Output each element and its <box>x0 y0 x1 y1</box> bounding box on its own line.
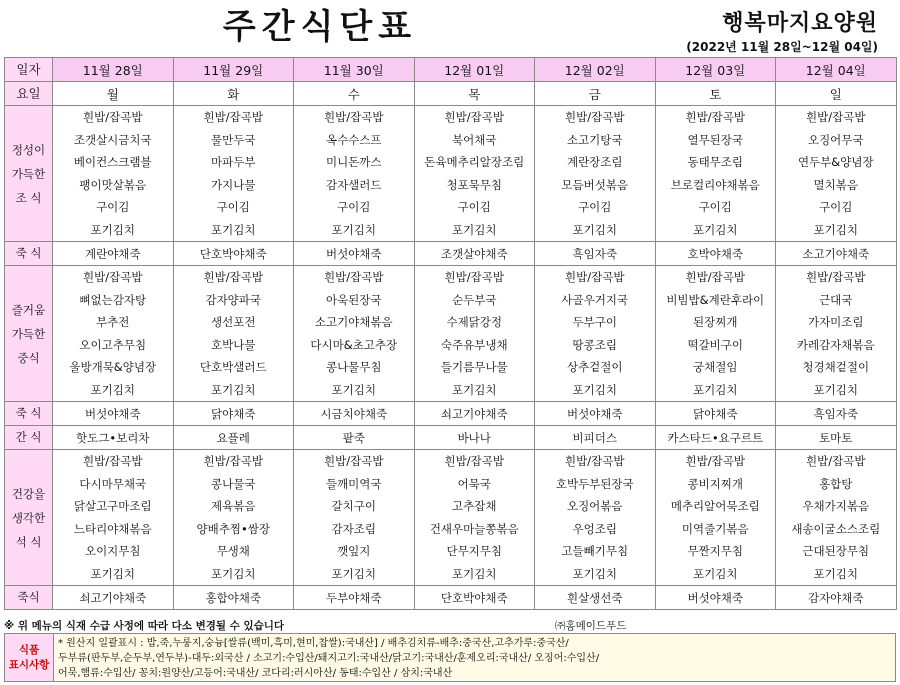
menu-item: 포기김치 <box>572 382 617 397</box>
menu-item: 계란장조림 <box>566 155 623 169</box>
food-label-title-line2: 표시사항 <box>8 658 50 671</box>
menu-item: 카레감자채볶음 <box>796 337 875 352</box>
meal-row <box>5 450 897 586</box>
menu-item: 오징어무국 <box>807 132 864 147</box>
menu-item: 건새우마늘쫑볶음 <box>429 521 519 536</box>
day-menu-cell <box>173 266 294 402</box>
menu-item: 버섯야채죽 <box>294 242 415 266</box>
menu-item: 단호박샐러드 <box>199 360 267 374</box>
menu-item: 시금치야채죽 <box>294 402 415 426</box>
menu-item: 다시마&초고추장 <box>310 337 398 352</box>
menu-item: 흰밥/잡곡밥 <box>83 110 143 124</box>
menu-item: 팥죽 <box>294 426 415 450</box>
menu-item: 미역줄기볶음 <box>681 521 749 536</box>
date-row <box>5 58 897 82</box>
menu-item: 흰밥/잡곡밥 <box>565 270 625 284</box>
food-label-title-line1: 식품 <box>18 643 40 656</box>
day-menu-cell <box>53 450 174 586</box>
menu-item: 버섯야채죽 <box>53 402 174 426</box>
porridge-snack-row <box>5 402 897 426</box>
menu-item: 깻잎지 <box>337 544 371 558</box>
menu-item: 흰밥/잡곡밥 <box>203 454 263 468</box>
menu-item: 상추겉절이 <box>566 360 623 374</box>
date-label: 일자 <box>5 58 53 82</box>
menu-item: 멸치볶음 <box>813 177 858 192</box>
menu-item: 흑임자죽 <box>535 242 656 266</box>
menu-item: 카스타드•요구르트 <box>655 426 776 450</box>
menu-item: 구이김 <box>578 200 612 214</box>
day-menu-cell <box>535 266 656 402</box>
menu-item: 포기김치 <box>90 222 135 237</box>
meal-label <box>5 106 53 242</box>
meal-label-line: 생각한 <box>11 510 46 525</box>
meal-label-line: 가득한 <box>11 166 46 181</box>
menu-item: 무생채 <box>216 544 250 558</box>
menu-item: 연두부&양념장 <box>797 155 874 169</box>
origin-line-2: 두부류(판두부,순두부,연두부)-대두:외국산 / 소고기:수입산/돼지고기:국내산/닭고기:국내산/훈제오리:국내산/ 오징어:수입산/ <box>58 653 600 664</box>
menu-item: 흑임자죽 <box>776 402 897 426</box>
day-menu-cell <box>53 106 174 242</box>
menu-item: 계란야채죽 <box>53 242 174 266</box>
day-cell: 토 <box>655 82 776 106</box>
menu-item: 흰밥/잡곡밥 <box>565 110 625 124</box>
menu-item: 모듬버섯볶음 <box>561 177 629 192</box>
meal-label-line: 가득한 <box>11 326 46 341</box>
day-menu-cell <box>414 106 535 242</box>
menu-item: 뼈없는감자탕 <box>79 292 147 307</box>
menu-item: 구이김 <box>337 200 371 214</box>
day-menu-cell <box>776 450 897 586</box>
menu-item: 포기김치 <box>331 566 376 581</box>
menu-item: 흰살생선죽 <box>535 586 656 610</box>
day-menu-cell <box>535 450 656 586</box>
meal-label-line: 석 식 <box>15 534 42 549</box>
day-menu-cell <box>414 266 535 402</box>
menu-item: 호박야채죽 <box>655 242 776 266</box>
menu-item: 단무지무침 <box>446 544 503 558</box>
menu-item: 부추전 <box>96 315 130 329</box>
menu-item: 새송이굴소스조림 <box>791 521 881 536</box>
menu-item: 흰밥/잡곡밥 <box>806 110 866 124</box>
menu-item: 팽이맛살볶음 <box>79 177 147 192</box>
menu-item: 포기김치 <box>693 222 738 237</box>
organization-name: 행복마지요양원 <box>722 11 878 36</box>
menu-item: 옥수수스프 <box>325 132 382 147</box>
menu-item: 구이김 <box>819 200 853 214</box>
menu-item: 두부야채죽 <box>294 586 415 610</box>
menu-item: 고들빼기무침 <box>561 544 629 558</box>
menu-item: 근대된장무침 <box>802 544 870 558</box>
food-label-box <box>4 633 896 682</box>
menu-item: 소고기탕국 <box>566 132 623 147</box>
menu-item: 땅콩조림 <box>572 337 617 352</box>
menu-item: 토마토 <box>776 426 897 450</box>
menu-item: 포기김치 <box>211 382 256 397</box>
menu-item: 흰밥/잡곡밥 <box>324 454 384 468</box>
menu-item: 어묵국 <box>457 476 491 491</box>
menu-item: 포기김치 <box>452 222 497 237</box>
menu-item: 오이고추무침 <box>79 337 147 352</box>
menu-item: 포기김치 <box>693 566 738 581</box>
menu-item: 근대국 <box>819 292 853 307</box>
meal-label: 죽식 <box>5 586 53 610</box>
menu-item: 흰밥/잡곡밥 <box>806 270 866 284</box>
menu-item: 핫도그•보리차 <box>53 426 174 450</box>
menu-item: 감자샐러드 <box>325 177 382 192</box>
menu-item: 궁채절임 <box>693 360 738 374</box>
menu-item: 오이지무침 <box>84 544 141 558</box>
meal-label-line: 정성이 <box>11 142 46 157</box>
day-menu-cell <box>655 266 776 402</box>
menu-item: 호박두부된장국 <box>555 476 634 491</box>
menu-item: 포기김치 <box>452 382 497 397</box>
day-cell: 목 <box>414 82 535 106</box>
menu-item: 소고기야채죽 <box>776 242 897 266</box>
menu-item: 닭살고구마조림 <box>73 499 152 513</box>
menu-item: 콩나물국 <box>211 476 256 491</box>
date-cell: 12월 03일 <box>655 58 776 82</box>
menu-item: 청경채겉절이 <box>802 360 870 374</box>
menu-item: 우엉조림 <box>572 521 617 536</box>
meal-label: 간 식 <box>5 426 53 450</box>
menu-item: 수제닭강정 <box>446 315 503 329</box>
menu-item: 흰밥/잡곡밥 <box>685 270 745 284</box>
date-cell: 12월 02일 <box>535 58 656 82</box>
menu-item: 흰밥/잡곡밥 <box>203 110 263 124</box>
meal-label-line: 건강을 <box>11 486 46 501</box>
meal-label <box>5 450 53 586</box>
menu-item: 비빔밥&계란후라이 <box>666 292 765 307</box>
change-notice: ※ 위 메뉴의 식재 수급 사정에 따라 다소 변경될 수 있습니다 <box>4 620 285 632</box>
meal-label-line: 조 식 <box>15 190 42 205</box>
menu-item: 숙주유부냉채 <box>440 337 508 352</box>
day-menu-cell <box>294 450 415 586</box>
day-menu-cell <box>535 106 656 242</box>
menu-item: 갈치구이 <box>331 499 376 513</box>
menu-item: 돈육메추리알장조림 <box>424 155 525 169</box>
meal-label: 죽 식 <box>5 402 53 426</box>
origin-line-3: 어묵,햄류:수입산/ 꽁치:원양산/고등어:국내산/ 코다리:러시아산/ 동태:수입산 / 삼치:국내산 <box>58 668 453 679</box>
menu-item: 북어채국 <box>452 132 497 147</box>
meal-row <box>5 106 897 242</box>
menu-item: 비피더스 <box>535 426 656 450</box>
menu-item: 포기김치 <box>813 382 858 397</box>
menu-item: 제육볶음 <box>211 499 256 513</box>
menu-item: 포기김치 <box>331 222 376 237</box>
day-cell: 수 <box>294 82 415 106</box>
menu-item: 구이김 <box>96 200 130 214</box>
menu-item: 가지나물 <box>211 177 256 192</box>
menu-item: 아욱된장국 <box>325 292 382 307</box>
menu-item: 된장찌개 <box>693 315 738 329</box>
menu-item: 고추잡채 <box>452 499 497 513</box>
menu-item: 떡갈비구이 <box>687 337 744 352</box>
origin-info <box>54 634 895 681</box>
menu-item: 감자양파국 <box>205 292 262 307</box>
menu-item: 쇠고기야채죽 <box>53 586 174 610</box>
day-menu-cell <box>173 106 294 242</box>
menu-item: 소고기야채볶음 <box>314 315 393 329</box>
menu-item: 흰밥/잡곡밥 <box>324 110 384 124</box>
day-menu-cell <box>173 450 294 586</box>
menu-item: 흰밥/잡곡밥 <box>685 454 745 468</box>
menu-item: 다시마무채국 <box>79 476 147 491</box>
menu-item: 들기름무나물 <box>440 360 508 374</box>
menu-item: 양배추찜•쌈장 <box>196 521 270 536</box>
day-menu-cell <box>414 450 535 586</box>
day-cell: 일 <box>776 82 897 106</box>
menu-item: 조갯살야채죽 <box>414 242 535 266</box>
porridge-snack-row <box>5 426 897 450</box>
menu-item: 열무된장국 <box>687 132 744 147</box>
menu-item: 무짠지무침 <box>687 544 744 558</box>
menu-item: 단호박야채죽 <box>414 586 535 610</box>
day-menu-cell <box>294 266 415 402</box>
day-menu-cell <box>776 106 897 242</box>
menu-item: 사골우거지국 <box>561 292 629 307</box>
menu-item: 생선포전 <box>211 315 256 329</box>
menu-item: 물만두국 <box>211 132 256 147</box>
date-cell: 12월 01일 <box>414 58 535 82</box>
menu-item: 포기김치 <box>693 382 738 397</box>
day-menu-cell <box>655 450 776 586</box>
menu-item: 순두부국 <box>452 292 497 307</box>
menu-item: 동태무조림 <box>687 155 744 169</box>
menu-item: 흰밥/잡곡밥 <box>203 270 263 284</box>
menu-item: 미니돈까스 <box>325 155 382 169</box>
menu-item: 포기김치 <box>813 222 858 237</box>
food-label-title <box>5 634 54 681</box>
menu-item: 구이김 <box>216 200 250 214</box>
day-menu-cell <box>53 266 174 402</box>
menu-item: 흰밥/잡곡밥 <box>444 454 504 468</box>
menu-item: 포기김치 <box>572 222 617 237</box>
menu-item: 포기김치 <box>211 566 256 581</box>
menu-item: 들깨미역국 <box>325 476 382 491</box>
menu-item: 홍합탕 <box>819 476 853 491</box>
menu-item: 콩비지찌개 <box>687 476 744 491</box>
menu-item: 포기김치 <box>211 222 256 237</box>
day-cell: 화 <box>173 82 294 106</box>
menu-item: 흰밥/잡곡밥 <box>565 454 625 468</box>
day-menu-cell <box>655 106 776 242</box>
menu-item: 단호박야채죽 <box>173 242 294 266</box>
porridge-snack-row <box>5 242 897 266</box>
menu-item: 느타리야채볶음 <box>73 521 152 536</box>
menu-item: 홍합야채죽 <box>173 586 294 610</box>
meal-label-line: 즐거움 <box>11 302 46 317</box>
menu-item: 포기김치 <box>331 382 376 397</box>
menu-item: 요플레 <box>173 426 294 450</box>
day-label: 요일 <box>5 82 53 106</box>
porridge-snack-row <box>5 586 897 610</box>
menu-item: 흰밥/잡곡밥 <box>83 270 143 284</box>
menu-item: 두부구이 <box>572 315 617 329</box>
menu-item: 우채가지볶음 <box>802 499 870 513</box>
menu-item: 감자야채죽 <box>776 586 897 610</box>
menu-item: 닭야채죽 <box>173 402 294 426</box>
menu-item: 흰밥/잡곡밥 <box>806 454 866 468</box>
menu-item: 흰밥/잡곡밥 <box>444 110 504 124</box>
menu-item: 감자조림 <box>331 521 376 536</box>
menu-item: 마파두부 <box>211 155 256 169</box>
meal-label <box>5 266 53 402</box>
menu-item: 베이컨스크램블 <box>73 155 152 169</box>
day-row <box>5 82 897 106</box>
menu-item: 흰밥/잡곡밥 <box>324 270 384 284</box>
day-menu-cell <box>776 266 897 402</box>
menu-item: 바나나 <box>414 426 535 450</box>
menu-item: 쇠고기야채죽 <box>414 402 535 426</box>
menu-period: (2022년 11월 28일~12월 04일) <box>686 40 878 54</box>
menu-item: 포기김치 <box>813 566 858 581</box>
menu-item: 브로컬리야채볶음 <box>670 177 760 192</box>
menu-item: 닭야채죽 <box>655 402 776 426</box>
menu-item: 흰밥/잡곡밥 <box>83 454 143 468</box>
page-title: 주간식단표 <box>222 7 418 47</box>
menu-item: 포기김치 <box>90 382 135 397</box>
origin-line-1: * 원산지 일괄표시 : 밥,죽,누룽지,숭늉[쌀류(백미,흑미,현미,찹쌀):국내산] / 배추김치류-배추:중국산,고추가루:중국산/ <box>58 638 569 649</box>
weekly-menu-table <box>4 57 897 610</box>
meal-label-line: 중식 <box>17 350 40 365</box>
menu-item: 메추리알어묵조림 <box>670 499 760 513</box>
menu-item: 울방개묵&양념장 <box>69 360 157 374</box>
menu-item: 흰밥/잡곡밥 <box>444 270 504 284</box>
menu-item: 가자미조림 <box>807 315 864 329</box>
menu-item: 청포묵무침 <box>446 177 503 192</box>
menu-item: 조갯살시금치국 <box>73 132 152 147</box>
menu-item: 포기김치 <box>452 566 497 581</box>
date-cell: 11월 29일 <box>173 58 294 82</box>
date-cell: 11월 30일 <box>294 58 415 82</box>
menu-item: 구이김 <box>698 200 732 214</box>
menu-item: 포기김치 <box>572 566 617 581</box>
date-cell: 11월 28일 <box>53 58 174 82</box>
meal-row <box>5 266 897 402</box>
menu-item: 버섯야채죽 <box>655 586 776 610</box>
day-menu-cell <box>294 106 415 242</box>
menu-item: 콩나물무침 <box>325 360 382 374</box>
day-cell: 월 <box>53 82 174 106</box>
meal-label: 죽 식 <box>5 242 53 266</box>
menu-item: 구이김 <box>457 200 491 214</box>
day-cell: 금 <box>535 82 656 106</box>
menu-item: 호박나물 <box>211 337 256 352</box>
supplier-name: ㈜홈메이드푸드 <box>555 620 627 632</box>
date-cell: 12월 04일 <box>776 58 897 82</box>
menu-item: 포기김치 <box>90 566 135 581</box>
menu-item: 버섯야채죽 <box>535 402 656 426</box>
menu-item: 오징어볶음 <box>566 499 623 513</box>
menu-item: 흰밥/잡곡밥 <box>685 110 745 124</box>
